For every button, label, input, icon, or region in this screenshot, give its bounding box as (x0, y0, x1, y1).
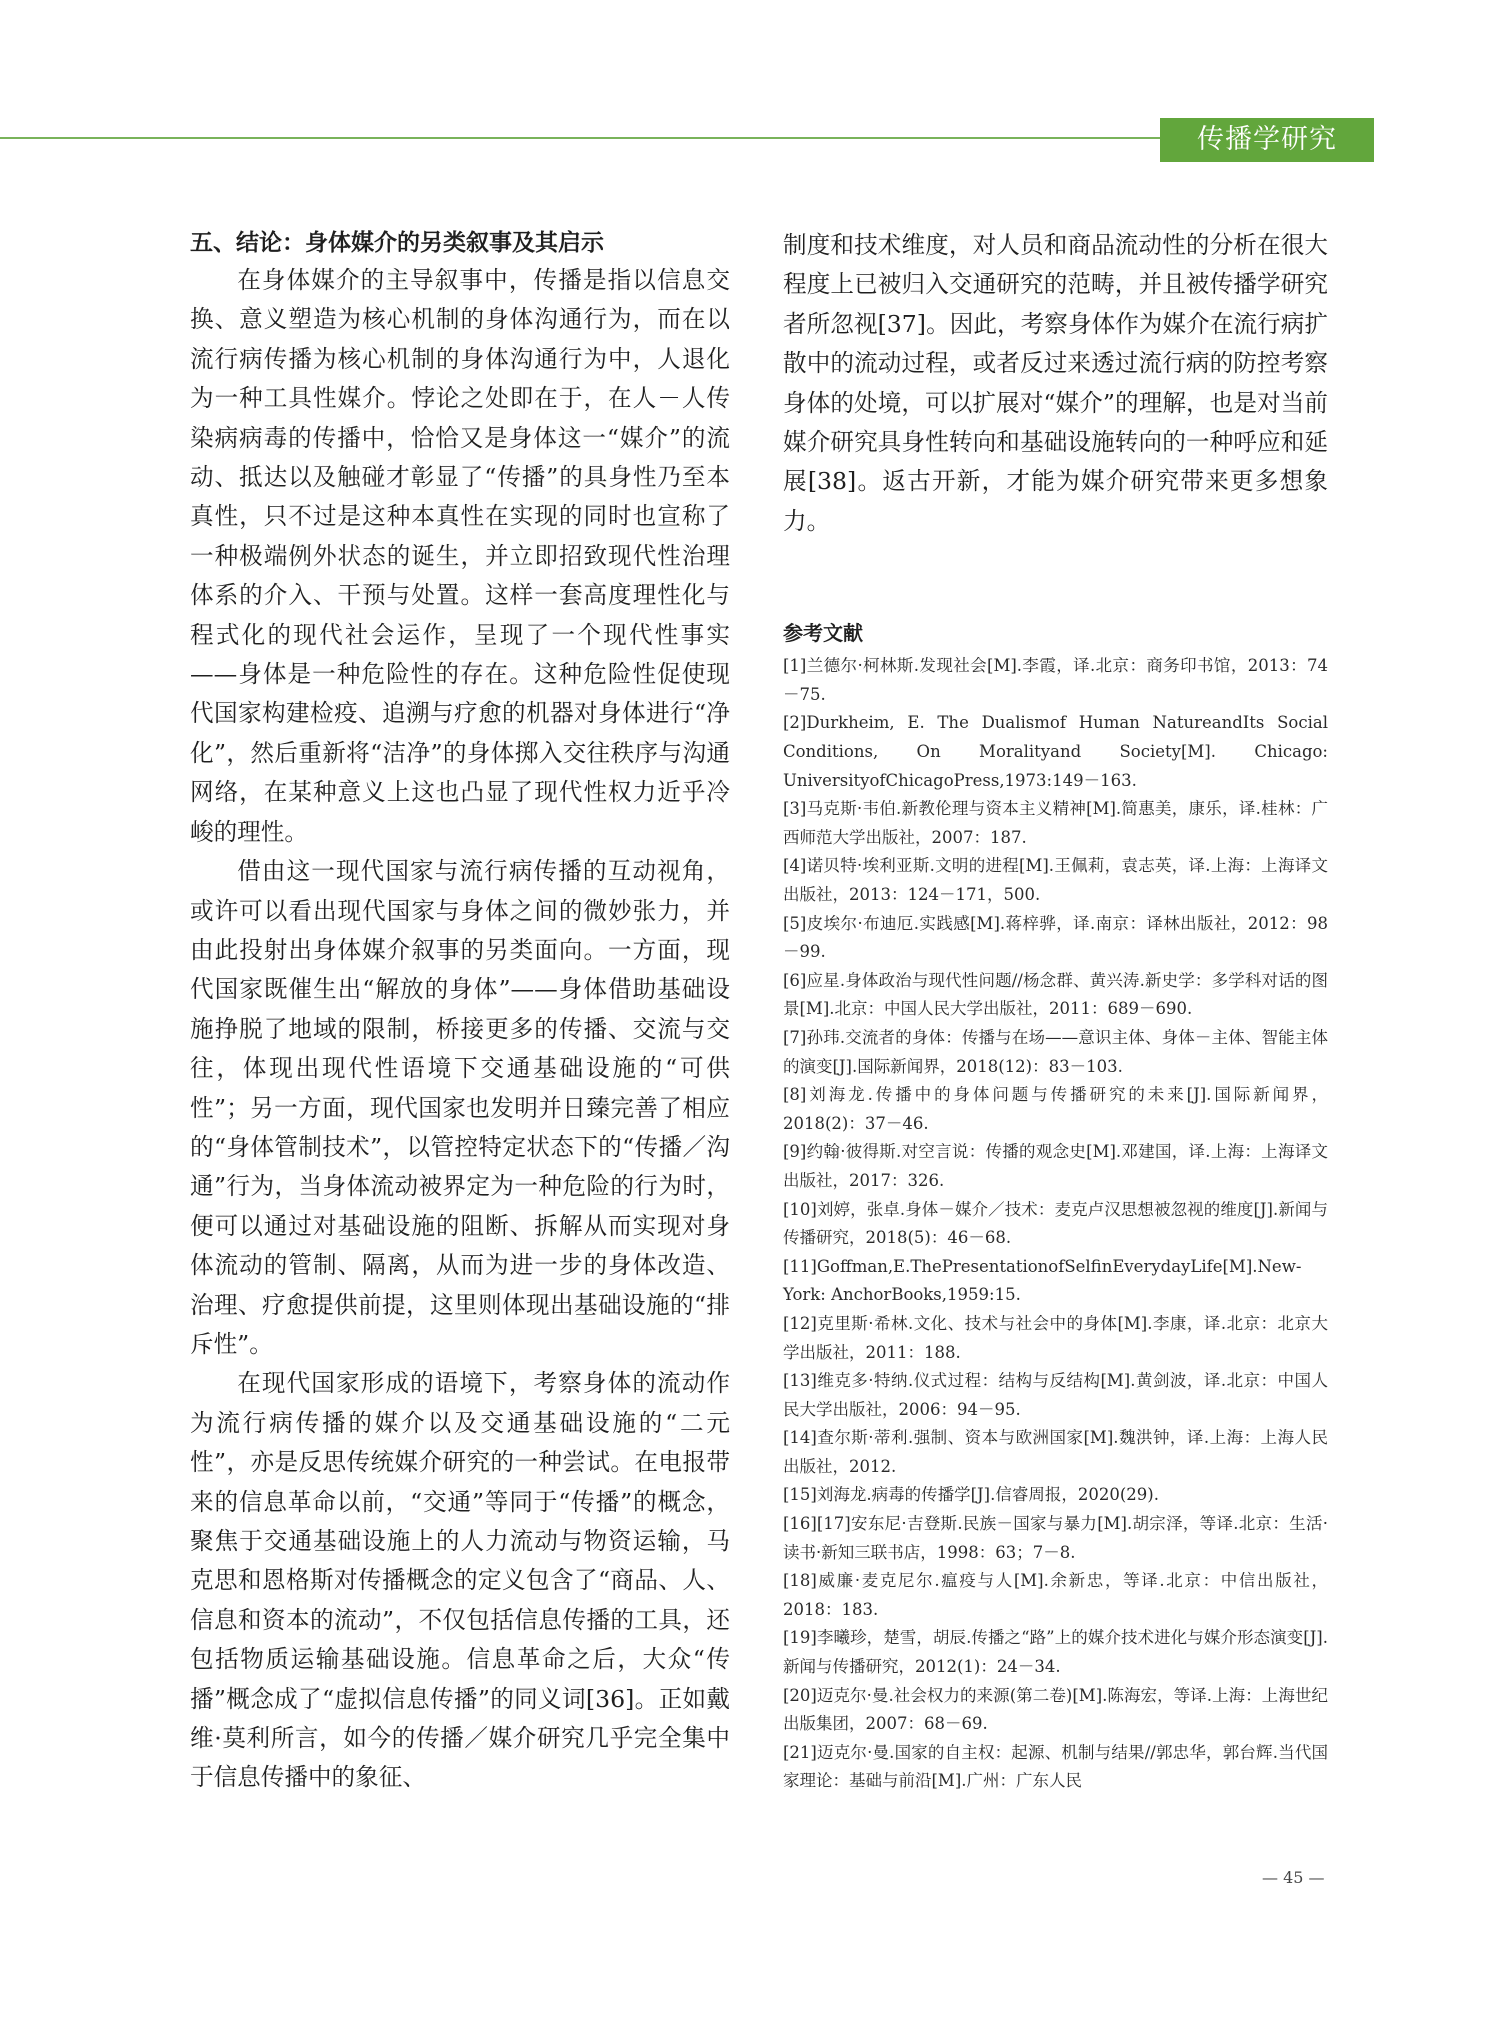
references-list (783, 652, 1328, 1796)
reference-item: [9]约翰·彼得斯.对空言说：传播的观念史[M].邓建国，译.上海：上海译文出版社，2017：326. (783, 1142, 1328, 1190)
header-rule (0, 137, 1160, 139)
right-body (783, 226, 1328, 541)
reference-item: [14]查尔斯·蒂利.强制、资本与欧洲国家[M].魏洪钟，译.上海：上海人民出版社，2012. (783, 1428, 1328, 1476)
body-paragraph-continued: 制度和技术维度，对人员和商品流动性的分析在很大程度上已被归入交通研究的范畴，并且被传播学研究者所忽视[37]。因此，考察身体作为媒介在流行病扩散中的流动过程，或者反过来透过流行病的防控考察身体的处境，可以扩展对“媒介”的理解，也是对当前媒介研究具身性转向和基础设施转向的一种呼应和延展[38]。返古开新，才能为媒介研究带来更多想象力。 (783, 231, 1328, 535)
body-paragraph: 在现代国家形成的语境下，考察身体的流动作为流行病传播的媒介以及交通基础设施的“二元性”，亦是反思传统媒介研究的一种尝试。在电报带来的信息革命以前，“交通”等同于“传播”的概念，聚焦于交通基础设施上的人力流动与物资运输，马克思和恩格斯对传播概念的定义包含了“商品、人、信息和资本的流动”，不仅包括信息传播的工具，还包括物质运输基础设施。信息革命之后，大众“传播”概念成了“虚拟信息传播”的同义词[36]。正如戴维·莫利所言，如今的传播／媒介研究几乎完全集中于信息传播中的象征、 (190, 1369, 730, 1792)
journal-section-tab: 传播学研究 (1160, 118, 1374, 162)
reference-item: [1]兰德尔·柯林斯.发现社会[M].李霞，译.北京：商务印书馆，2013：74－75. (783, 656, 1328, 704)
reference-item: [19]李曦珍，楚雪，胡辰.传播之“路”上的媒介技术进化与媒介形态演变[J].新闻与传播研究，2012(1)：24－34. (783, 1628, 1328, 1677)
reference-item: [3]马克斯·韦伯.新教伦理与资本主义精神[M].简惠美，康乐，译.桂林：广西师范大学出版社，2007：187. (783, 799, 1328, 847)
page-number: — 45 — (1262, 1868, 1325, 1887)
reference-item: [4]诺贝特·埃利亚斯.文明的进程[M].王佩莉，袁志英，译.上海：上海译文出版社，2013：124－171，500. (783, 856, 1328, 904)
reference-item: [18]威廉·麦克尼尔.瘟疫与人[M].余新忠，等译.北京：中信出版社，2018：183. (783, 1571, 1328, 1619)
reference-item: [13]维克多·特纳.仪式过程：结构与反结构[M].黄剑波，译.北京：中国人民大学出版社，2006：94－95. (783, 1371, 1328, 1419)
reference-item: [6]应星.身体政治与现代性问题//杨念群、黄兴涛.新史学：多学科对话的图景[M].北京：中国人民大学出版社，2011：689－690. (783, 970, 1328, 1019)
reference-item: [21]迈克尔·曼.国家的自主权：起源、机制与结果//郭忠华，郭台辉.当代国家理论：基础与前沿[M].广州：广东人民 (783, 1742, 1328, 1791)
reference-item: [12]克里斯·希林.文化、技术与社会中的身体[M].李康，译.北京：北京大学出版社，2011：188. (783, 1313, 1328, 1362)
reference-item: [2]Durkheim, E. The Dualismof Human NatureandIts Social Conditions, On Moralityand Society[M]. Chicago: UniversityofChicagoPress,1973:149－163. (783, 713, 1328, 790)
references-heading: 参考文献 (783, 621, 863, 646)
reference-item: [7]孙玮.交流者的身体：传播与在场——意识主体、身体－主体、智能主体的演变[J].国际新闻界，2018(12)：83－103. (783, 1027, 1328, 1076)
reference-item: [20]迈克尔·曼.社会权力的来源(第二卷)[M].陈海宏，等译.上海：上海世纪出版集团，2007：68－69. (783, 1685, 1328, 1734)
reference-item: [11]Goffman,E.ThePresentationofSelfinEverydayLife[M].New-York: AnchorBooks,1959:15. (783, 1256, 1302, 1305)
reference-item: [15]刘海龙.病毒的传播学[J].信睿周报，2020(29). (783, 1485, 1159, 1505)
reference-item: [16][17]安东尼·吉登斯.民族－国家与暴力[M].胡宗泽，等译.北京：生活·读书·新知三联书店，1998：63；7－8. (783, 1514, 1328, 1562)
right-column (783, 226, 1328, 1796)
body-paragraph: 在身体媒介的主导叙事中，传播是指以信息交换、意义塑造为核心机制的身体沟通行为，而在以流行病传播为核心机制的身体沟通行为中，人退化为一种工具性媒介。悖论之处即在于，在人－人传染病病毒的传播中，恰恰又是身体这一“媒介”的流动、抵达以及触碰才彰显了“传播”的具身性乃至本真性，只不过是这种本真性在实现的同时也宣称了一种极端例外状态的诞生，并立即招致现代性治理体系的介入、干预与处置。这样一套高度理性化与程式化的现代社会运作，呈现了一个现代性事实——身体是一种危险性的存在。这种危险性促使现代国家构建检疫、追溯与疗愈的机器对身体进行“净化”，然后重新将“洁净”的身体掷入交往秩序与沟通网络，在某种意义上这也凸显了现代性权力近乎冷峻的理性。 (190, 266, 730, 846)
reference-item: [8]刘海龙.传播中的身体问题与传播研究的未来[J].国际新闻界，2018(2)：37－46. (783, 1085, 1328, 1133)
left-body (190, 261, 730, 1798)
reference-item: [5]皮埃尔·布迪厄.实践感[M].蒋梓骅，译.南京：译林出版社，2012：98－99. (783, 913, 1328, 962)
left-column (190, 226, 730, 1798)
body-paragraph: 借由这一现代国家与流行病传播的互动视角，或许可以看出现代国家与身体之间的微妙张力，并由此投射出身体媒介叙事的另类面向。一方面，现代国家既催生出“解放的身体”——身体借助基础设施挣脱了地域的限制，桥接更多的传播、交流与交往，体现出现代性语境下交通基础设施的“可供性”；另一方面，现代国家也发明并日臻完善了相应的“身体管制技术”，以管控特定状态下的“传播／沟通”行为，当身体流动被界定为一种危险的行为时，便可以通过对基础设施的阻断、拆解从而实现对身体流动的管制、隔离，从而为进一步的身体改造、治理、疗愈提供前提，这里则体现出基础设施的“排斥性”。 (190, 857, 730, 1358)
reference-item: [10]刘婷，张卓.身体－媒介／技术：麦克卢汉思想被忽视的维度[J].新闻与传播研究，2018(5)：46－68. (783, 1199, 1328, 1248)
section-heading: 五、结论：身体媒介的另类叙事及其启示 (190, 230, 604, 256)
